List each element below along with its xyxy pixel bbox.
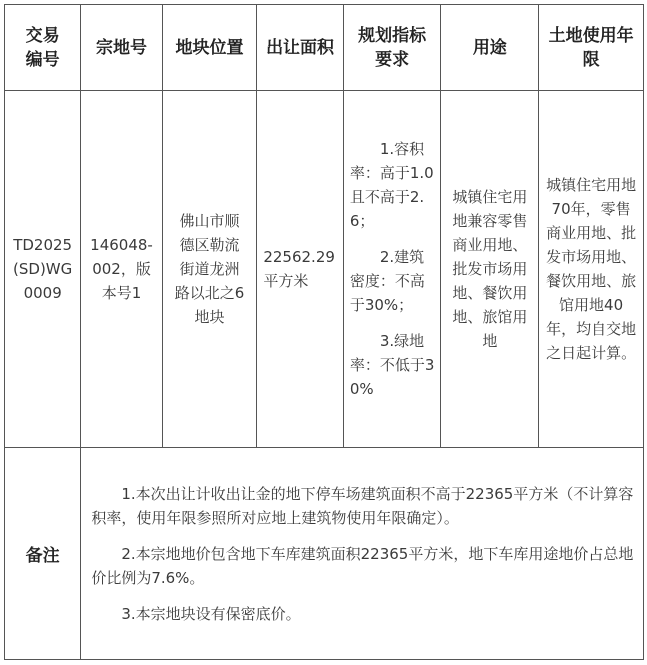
remark-item-1: 1.本次出让计收出让金的地下停车场建筑面积不高于22365平方米（不计算容积率，使用年限参照所对应地上建筑物使用年限确定）。: [91, 484, 634, 527]
requirements-list: [344, 137, 441, 401]
requirement-density: 2.建筑密度：不高于30%；: [349, 248, 425, 314]
parcel-no-value: 146048-002，版本号1: [90, 236, 153, 302]
header-parcel-no: 宗地号: [81, 5, 162, 91]
location-value: 佛山市顺德区勒流街道龙洲路以北之6地块: [174, 212, 245, 326]
header-row: [5, 5, 644, 91]
requirement-green: 3.绿地率：不低于30%: [349, 332, 435, 398]
header-area: 出让面积: [257, 5, 343, 91]
land-listing-table: [4, 4, 644, 660]
cell-remarks-body: [81, 448, 644, 660]
area-value: 22562.29平方米: [263, 248, 335, 290]
usage-value: 城镇住宅用地兼容零售商业用地、批发市场用地、餐饮用地、旅馆用地: [452, 188, 528, 350]
cell-parcel-no: [81, 91, 162, 448]
term-value: 城镇住宅用地70年，零售商业用地、批发市场用地、餐饮用地、旅馆用地40年，均自交地之日起计算。: [546, 176, 637, 362]
cell-trade-no: [5, 91, 81, 448]
remarks-label: 备注: [25, 546, 60, 566]
parcel-row: [5, 91, 644, 448]
header-location: 地块位置: [162, 5, 257, 91]
cell-requirements: [343, 91, 441, 448]
remarks-row: [5, 448, 644, 660]
trade-no-value: TD2025(SD)WG0009: [13, 236, 73, 302]
cell-usage: [441, 91, 539, 448]
remarks-list: [81, 476, 643, 632]
cell-location: [162, 91, 257, 448]
cell-area: [257, 91, 343, 448]
header-trade-no: 交易编号: [5, 5, 81, 91]
cell-term: [539, 91, 644, 448]
header-requirements: 规划指标要求: [343, 5, 441, 91]
header-usage: 用途: [441, 5, 539, 91]
remark-item-3: 3.本宗地块设有保密底价。: [121, 604, 301, 623]
requirement-far: 1.容积率：高于1.0且不高于2.6；: [349, 140, 434, 230]
remark-item-2: 2.本宗地地价包含地下车库建筑面积22365平方米，地下车库用途地价占总地价比例为7.6%。: [91, 544, 634, 587]
header-term: 土地使用年限: [539, 5, 644, 91]
cell-remarks-label: [5, 448, 81, 660]
